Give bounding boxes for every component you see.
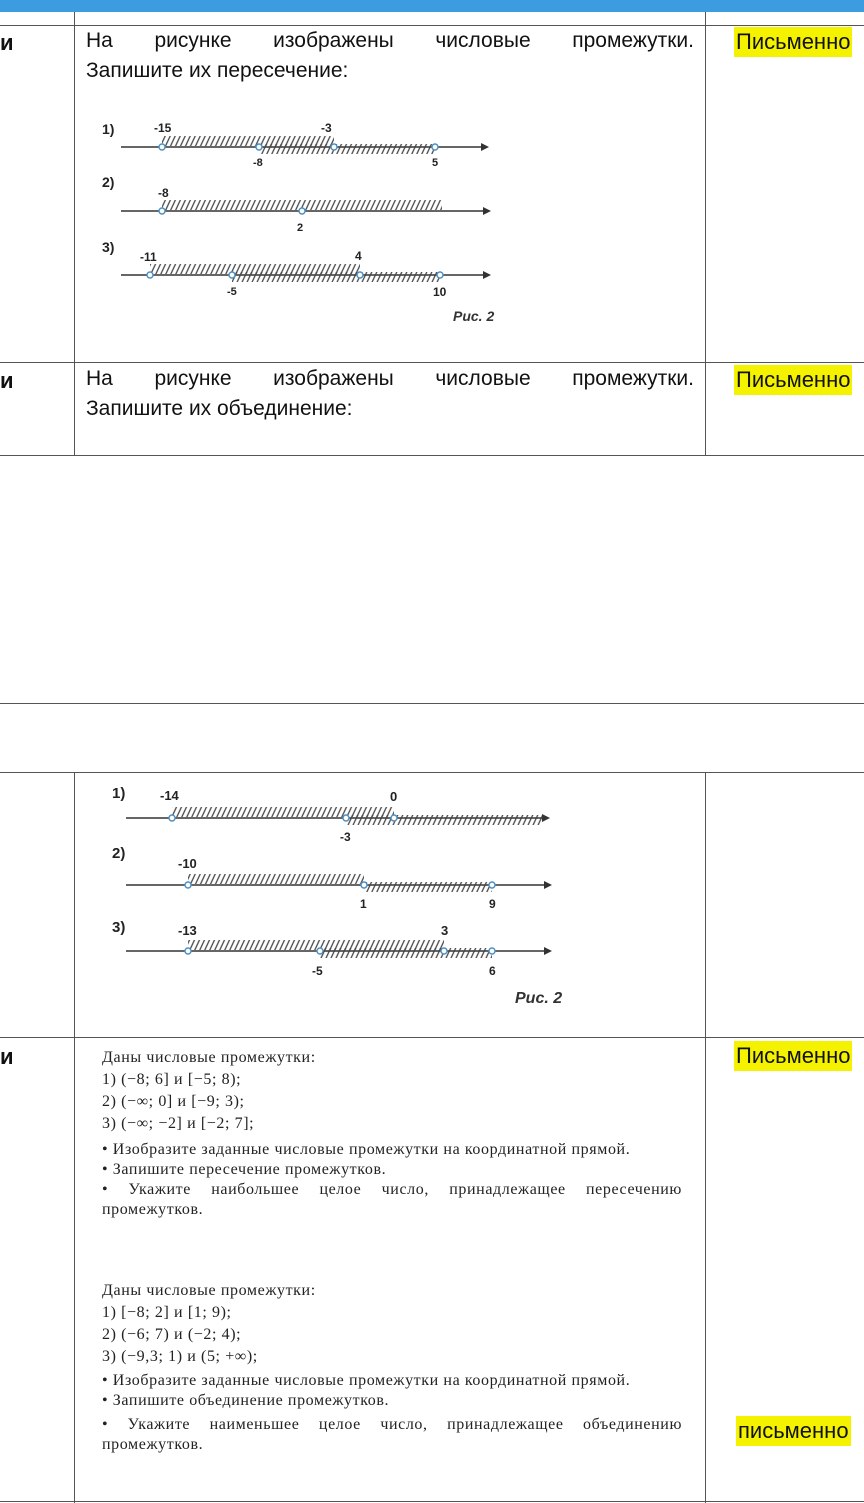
- endpoint: [185, 882, 191, 888]
- line-number: 3): [102, 239, 115, 255]
- tick-label: -3: [340, 830, 351, 844]
- hatch-interval: [320, 948, 492, 958]
- endpoint: [229, 272, 235, 278]
- tick-label: -5: [227, 286, 237, 298]
- endpoint: [147, 272, 153, 278]
- task-text-line: На рисунке изображены числовые промежутки.: [86, 367, 694, 390]
- endpoint: [185, 948, 191, 954]
- endpoint: [391, 815, 397, 821]
- exercise-bullet: • Запишите пересечение промежутков.: [102, 1161, 387, 1178]
- exercise-item: 1) (−8; 6] и [−5; 8);: [102, 1071, 242, 1088]
- hatch-interval: [188, 874, 364, 884]
- tick-label: -13: [178, 923, 197, 938]
- endpoint: [299, 208, 305, 214]
- table-rule: [0, 362, 864, 363]
- endpoint: [331, 144, 337, 150]
- task-text-line: Запишите их объединение:: [86, 397, 353, 420]
- table-rule: [0, 1501, 864, 1502]
- tick-label: 3: [441, 923, 449, 938]
- number-line-figure: [96, 100, 516, 335]
- exercise-bullet: • Запишите объединение промежутков.: [102, 1392, 390, 1409]
- exercise-item: 1) [−8; 2] и [1; 9);: [102, 1304, 232, 1321]
- tick-label: 6: [489, 964, 496, 978]
- endpoint: [361, 882, 367, 888]
- exercise-item: 2) (−∞; 0] и [−9; 3);: [102, 1093, 245, 1110]
- table-column-rule: [705, 772, 706, 1503]
- tick-label: -14: [160, 788, 179, 803]
- tick-label: 9: [489, 897, 496, 911]
- format-badge: письменно: [736, 1416, 851, 1446]
- endpoint: [256, 144, 262, 150]
- hatch-interval: [364, 882, 492, 892]
- table-rule: [0, 455, 864, 456]
- hatch-interval: [259, 144, 435, 154]
- endpoint: [357, 272, 363, 278]
- axis-arrow: [544, 881, 552, 889]
- endpoint: [441, 948, 447, 954]
- format-badge: Письменно: [734, 365, 852, 395]
- task-text-line: На рисунке изображены числовые промежутки.: [86, 29, 694, 52]
- row-left-fragment: и: [0, 30, 14, 55]
- axis-arrow: [544, 947, 552, 955]
- endpoint: [489, 882, 495, 888]
- axis-arrow: [481, 143, 489, 151]
- table-column-rule: [705, 12, 706, 456]
- table-column-rule: [74, 12, 75, 456]
- exercise-item: 3) (−∞; −2] и [−2; 7];: [102, 1115, 255, 1132]
- tick-label: -10: [178, 856, 197, 871]
- figure-caption: Рис. 2: [515, 990, 563, 1007]
- endpoint: [343, 815, 349, 821]
- table-rule: [0, 772, 864, 773]
- endpoint: [317, 948, 323, 954]
- exercise-item: 2) (−6; 7) и (−2; 4);: [102, 1326, 242, 1343]
- tick-label: -3: [321, 121, 332, 135]
- tick-label: -15: [154, 121, 172, 135]
- row-left-fragment: и: [0, 1044, 14, 1069]
- table-rule: [0, 1037, 864, 1038]
- exercise-bullet: • Укажите наибольшее целое число, принадлежащее пересечению промежутков.: [102, 1181, 682, 1218]
- tick-label: 4: [355, 249, 362, 263]
- table-rule: [0, 703, 864, 704]
- exercise-block: [102, 1281, 682, 1455]
- tick-label: 1: [360, 897, 367, 911]
- hatch-interval: [232, 272, 440, 282]
- row-left-fragment: и: [0, 368, 14, 393]
- exercise-bullet: • Укажите наименьшее целое число, принадлежащее объединению промежутков.: [102, 1416, 682, 1453]
- exercise-item: 3) (−9,3; 1) и (5; +∞);: [102, 1348, 258, 1365]
- exercise-bullet: • Изобразите заданные числовые промежутки на координатной прямой.: [102, 1372, 631, 1389]
- axis-arrow: [542, 814, 550, 822]
- exercise-title: Даны числовые промежутки:: [102, 1049, 316, 1066]
- tick-label: 2: [297, 222, 304, 234]
- endpoint: [159, 208, 165, 214]
- tick-label: 0: [390, 789, 398, 804]
- exercise-block: [102, 1048, 682, 1220]
- tick-label: -5: [312, 964, 323, 978]
- endpoint: [159, 144, 165, 150]
- axis-arrow: [483, 207, 491, 215]
- axis-arrow: [483, 271, 491, 279]
- endpoint: [489, 948, 495, 954]
- hatch-interval: [346, 815, 542, 825]
- tick-label: 5: [432, 157, 439, 169]
- top-bar: [0, 0, 864, 12]
- exercise-title: Даны числовые промежутки:: [102, 1282, 316, 1299]
- endpoint: [432, 144, 438, 150]
- task-text: [86, 364, 694, 424]
- line-number: 3): [112, 919, 126, 936]
- line-number: 2): [102, 174, 115, 190]
- tick-label: -8: [253, 157, 263, 169]
- endpoint: [169, 815, 175, 821]
- tick-label: -11: [140, 250, 157, 264]
- tick-label: 10: [433, 285, 447, 299]
- tick-label: -8: [158, 186, 169, 200]
- format-badge: Письменно: [734, 27, 852, 57]
- number-line-figure: [104, 778, 574, 1018]
- format-badge: Письменно: [734, 1041, 852, 1071]
- figure-caption: Рис. 2: [453, 308, 495, 324]
- line-number: 2): [112, 845, 126, 862]
- line-number: 1): [102, 121, 115, 137]
- exercise-bullet: • Изобразите заданные числовые промежутки на координатной прямой.: [102, 1141, 631, 1158]
- task-text: [86, 26, 694, 86]
- endpoint: [437, 272, 443, 278]
- table-column-rule: [74, 772, 75, 1503]
- task-text-line: Запишите их пересечение:: [86, 59, 349, 82]
- line-number: 1): [112, 785, 126, 802]
